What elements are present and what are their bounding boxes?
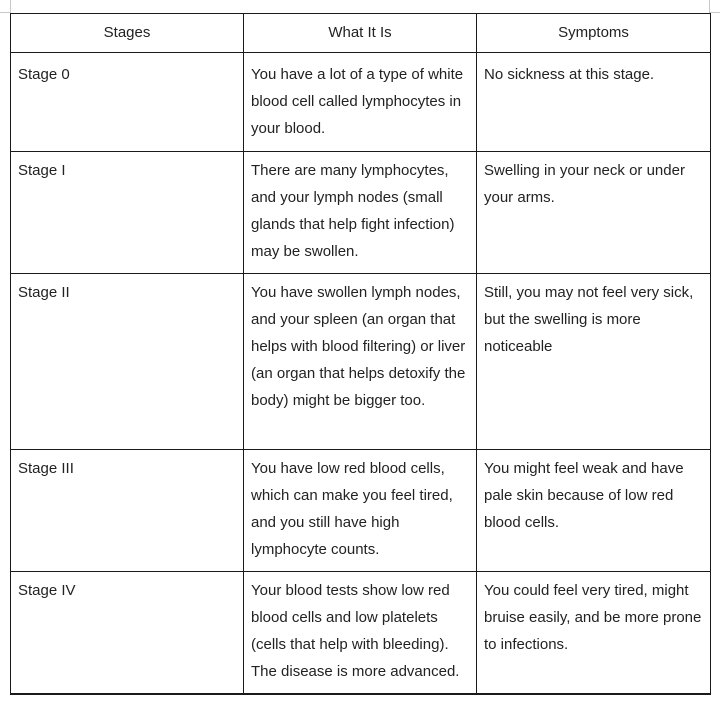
header-stages: Stages <box>11 14 244 53</box>
symptoms-cell: You might feel weak and have pale skin because of low red blood cells. <box>477 450 711 572</box>
stages-table <box>10 13 711 695</box>
what-it-is-cell: You have a lot of a type of white blood cell called lymphocytes in your blood. <box>244 53 477 152</box>
page-corner-marker <box>0 12 10 13</box>
what-it-is-cell: You have low red blood cells, which can make you feel tired, and you still have high lymphocyte counts. <box>244 450 477 572</box>
stage-cell: Stage II <box>11 274 244 450</box>
header-what-it-is: What It Is <box>244 14 477 53</box>
table-header-row <box>11 14 711 53</box>
page-corner-marker <box>710 12 720 13</box>
table-row <box>11 274 711 450</box>
what-it-is-cell: There are many lymphocytes, and your lymph nodes (small glands that help fight infection) may be swollen. <box>244 152 477 274</box>
table-row <box>11 450 711 572</box>
symptoms-cell: No sickness at this stage. <box>477 53 711 152</box>
what-it-is-cell: You have swollen lymph nodes, and your spleen (an organ that helps with blood filtering) or liver (an organ that helps detoxify the body) might be bigger too. <box>244 274 477 450</box>
table-row <box>11 572 711 695</box>
symptoms-cell: You could feel very tired, might bruise easily, and be more prone to infections. <box>477 572 711 695</box>
stage-cell: Stage I <box>11 152 244 274</box>
what-it-is-cell: Your blood tests show low red blood cells and low platelets (cells that help with bleeding). The disease is more advanced. <box>244 572 477 695</box>
header-symptoms: Symptoms <box>477 14 711 53</box>
page-corner-marker <box>10 0 11 13</box>
stage-cell: Stage IV <box>11 572 244 695</box>
table-row <box>11 152 711 274</box>
symptoms-cell: Swelling in your neck or under your arms. <box>477 152 711 274</box>
stage-cell: Stage III <box>11 450 244 572</box>
stage-cell: Stage 0 <box>11 53 244 152</box>
table-row <box>11 53 711 152</box>
symptoms-cell: Still, you may not feel very sick, but the swelling is more noticeable <box>477 274 711 450</box>
